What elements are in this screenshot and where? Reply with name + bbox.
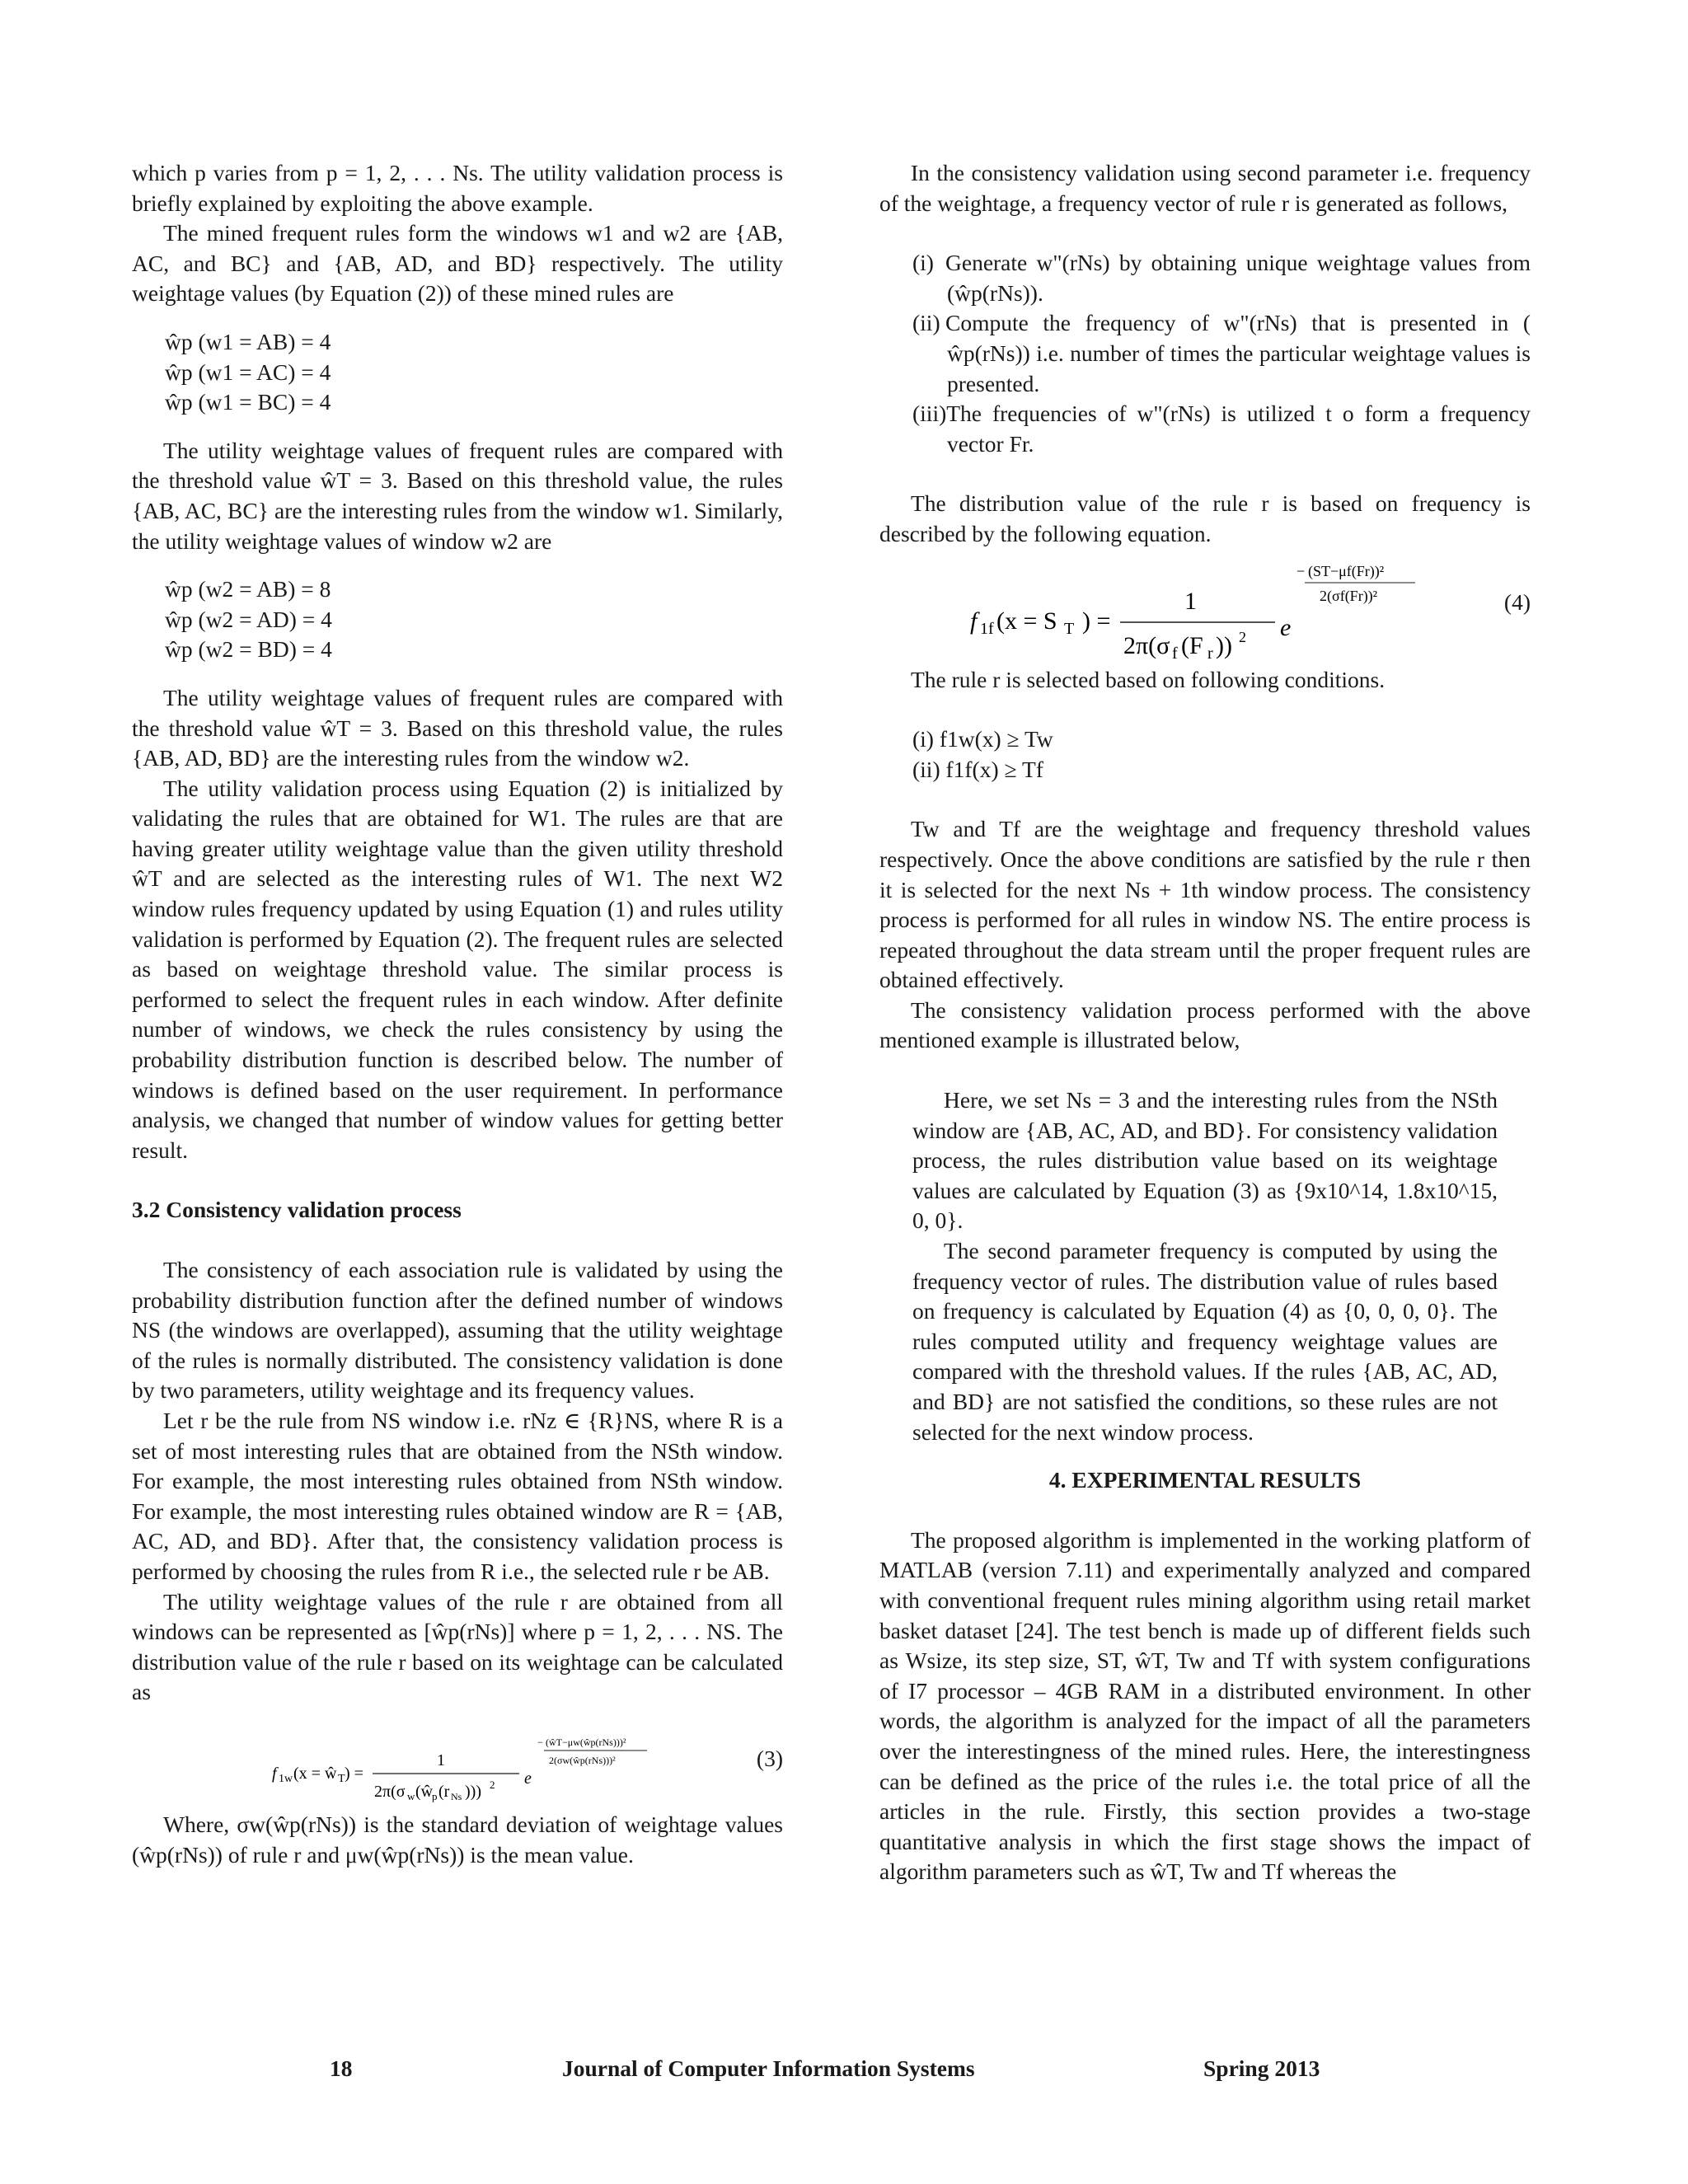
example-block [879, 1085, 1531, 1447]
svg-text:r: r [1207, 644, 1213, 663]
svg-text:(r: (r [438, 1782, 450, 1801]
paragraph: Here, we set Ns = 3 and the interesting rules from the NSth window are {AB, AC, AD, and BD}. For consistency validation process, the rules distribution value based on its weightage values are calculated by Equation (3) as {9x10^14, 1.8x10^15, 0, 0}. [912, 1087, 1498, 1234]
page-number: 18 [330, 2055, 353, 2081]
svg-text:Ns: Ns [451, 1790, 462, 1802]
svg-text:T: T [1064, 619, 1075, 638]
paragraph: The distribution value of the rule r is based on frequency is described by the following equation. [879, 490, 1531, 546]
svg-text:(x = ŵ: (x = ŵ [293, 1764, 337, 1783]
condition-list [879, 724, 1531, 785]
paragraph: The rule r is selected based on following conditions. [911, 666, 1386, 692]
svg-text:f: f [272, 1764, 277, 1783]
equation-4 [879, 550, 1531, 665]
condition-item: (ii) f1f(x) ≥ Tf [912, 756, 1043, 782]
equation-line: ŵp (w2 = AB) = 8 [165, 576, 331, 602]
section-heading: 3.2 Consistency validation process [132, 1197, 462, 1223]
svg-text:p: p [432, 1789, 438, 1802]
svg-text:−: − [1296, 562, 1306, 579]
svg-text:1w: 1w [279, 1772, 293, 1785]
svg-text:(x = S: (x = S [996, 607, 1057, 635]
svg-text:T: T [338, 1772, 345, 1785]
equation-number: (3) [756, 1745, 783, 1771]
equation-line: ŵp (w1 = AB) = 4 [165, 328, 331, 354]
svg-text:1f: 1f [980, 619, 994, 638]
equation-line: ŵp (w1 = BC) = 4 [165, 389, 331, 415]
list-item: (iii)The frequencies of w"(rNs) is utilized t o form a frequency vector Fr. [912, 401, 1531, 457]
equation-3 [132, 1708, 783, 1810]
equation-line: ŵp (w2 = BD) = 4 [165, 636, 332, 663]
svg-text:f: f [1172, 644, 1178, 663]
paragraph: The utility weightage values of frequent rules are compared with the threshold value ŵT = 3. Based on this threshold value, the rules {AB, AC, BC} are the interesting rules from the window w1. Similarly, the utility weightage values of window w2 are [132, 437, 783, 554]
equation-block [132, 574, 783, 665]
paragraph: The mined frequent rules form the windows w1 and w2 are {AB, AC, and BC} and {AB, AD, and BD} respectively. The utility weightage values (by Equation (2)) of these mined rules are [132, 220, 783, 307]
svg-text:(ŵ: (ŵ [415, 1782, 434, 1801]
svg-text:1: 1 [1184, 587, 1197, 615]
svg-text:2(σf(Fr))²: 2(σf(Fr))² [1320, 587, 1378, 604]
equation-number: (4) [1503, 588, 1531, 615]
section-heading: 4. EXPERIMENTAL RESULTS [1048, 1467, 1362, 1493]
svg-text:f: f [970, 607, 978, 635]
paragraph: The proposed algorithm is implemented in the working platform of MATLAB (version 7.11) and experimentally analyzed and compared with conventional frequent rules mining algorithm using retail market basket dataset [24]. The test bench is made up of different fields such as Wsize, its step size, ST, ŵT, Tw and Tf with system configurations of I7 processor – 4GB RAM in a distributed environment. In other words, the algorithm is analyzed for the impact of all the parameters over the interestingness of the mined rules. Here, the interestingness can be defined as the price of the rules i.e. the total price of all the articles in the rule. Firstly, this section provides a two-stage quantitative analysis in which the first stage shows the impact of algorithm parameters such as ŵT, Tw and Tf whereas the [879, 1526, 1531, 1885]
paragraph: Tw and Tf are the weightage and frequency threshold values respectively. Once the above conditions are satisfied by the rule r then it is selected for the next Ns + 1th window process. The consistency process is performed for all rules in window NS. The entire process is repeated throughout the data stream until the proper frequent rules are obtained effectively. [879, 816, 1531, 993]
svg-text:2π(σ: 2π(σ [374, 1782, 406, 1801]
svg-text:−: − [537, 1736, 543, 1748]
paragraph: The consistency of each association rule is validated by using the probability distribution function after the defined number of windows NS (the windows are overlapped), assuming that the utility weightage of the rules is normally distributed. The consistency validation is done by two parameters, utility weightage and its frequency values. [132, 1257, 783, 1404]
svg-text:))): ))) [465, 1782, 481, 1801]
equation-3-graphic [132, 1708, 783, 1810]
equation-line: ŵp (w1 = AC) = 4 [165, 359, 331, 385]
list-item: (i) Generate w"(rNs) by obtaining unique weightage values from (ŵp(rNs)). [912, 250, 1531, 306]
paragraph: Let r be the rule from NS window i.e. rNz ∈ {R}NS, where R is a set of most interesting rules that are obtained from the NSth window. For example, the most interesting rules obtained from NSth window. For example, the most interesting rules obtained window are R = {AB, AC, AD, and BD}. After that, the consistency validation process is performed by choosing the rules from R i.e., the selected rule r be AB. [132, 1407, 783, 1584]
paragraph: In the consistency validation using second parameter i.e. frequency of the weightage, a frequency vector of rule r is generated as follows, [879, 160, 1531, 216]
svg-text:2π(σ: 2π(σ [1123, 631, 1170, 659]
svg-text:e: e [1280, 613, 1292, 641]
equation-4-graphic [879, 550, 1531, 665]
svg-text:e: e [524, 1769, 532, 1788]
condition-item: (i) f1w(x) ≥ Tw [912, 726, 1053, 752]
paragraph: The utility weightage values of frequent rules are compared with the threshold value ŵT = 3. Based on this threshold value, the rules {AB, AD, BD} are the interesting rules from the window w2. [132, 684, 783, 771]
issue-season: Spring 2013 [1203, 2055, 1320, 2081]
paragraph: The utility validation process using Equation (2) is initialized by validating the rules that are obtained for W1. The rules are that are having greater utility weightage value than the given utility threshold ŵT and are selected as the interesting rules of W1. The next W2 window rules frequency updated by using Equation (1) and rules utility validation is performed by Equation (2). The frequent rules are selected as based on weightage threshold value. The similar process is performed to select the frequent rules in each window. After definite number of windows, we check the rules consistency by using the probability distribution function is described below. The number of windows is defined based on the user requirement. In performance analysis, we changed that number of window values for getting better result. [132, 775, 783, 1163]
paragraph: Where, σw(ŵp(rNs)) is the standard deviation of weightage values (ŵp(rNs)) of rule r and μw(ŵp(rNs)) is the mean value. [132, 1811, 783, 1868]
list [879, 248, 1531, 459]
svg-text:)): )) [1216, 631, 1232, 659]
svg-text:(ST−μf(Fr))²: (ST−μf(Fr))² [1308, 562, 1385, 579]
right-column [879, 158, 1531, 1887]
equation-line: ŵp (w2 = AD) = 4 [165, 606, 332, 632]
paragraph: which p varies from p = 1, 2, . . . Ns. The utility validation process is briefly explained by exploiting the above example. [132, 160, 783, 216]
paragraph: The utility weightage values of the rule r are obtained from all windows can be represented as [ŵp(rNs)] where p = 1, 2, . . . NS. The distribution value of the rule r based on its weightage can be calculated as [132, 1588, 783, 1705]
svg-text:2: 2 [490, 1778, 495, 1791]
svg-text:1: 1 [437, 1750, 445, 1769]
journal-name: Journal of Computer Information Systems [562, 2055, 975, 2081]
list-item: (ii) Compute the frequency of w"(rNs) that is presented in ( ŵp(rNs)) i.e. number of times the particular weightage values is presented. [912, 310, 1531, 396]
svg-text:2(σw(ŵp(rNs)))²: 2(σw(ŵp(rNs)))² [549, 1754, 616, 1766]
svg-text:(ŵT−μw(ŵp(rNs)))²: (ŵT−μw(ŵp(rNs)))² [546, 1736, 626, 1748]
svg-text:) =: ) = [1082, 607, 1111, 635]
left-column [132, 158, 783, 1870]
svg-text:2: 2 [1239, 628, 1246, 645]
svg-text:w: w [407, 1789, 415, 1802]
svg-text:) =: ) = [345, 1764, 363, 1783]
svg-text:(F: (F [1181, 631, 1203, 659]
equation-block [132, 327, 783, 418]
paragraph: The second parameter frequency is computed by using the frequency vector of rules. The distribution value of rules based on frequency is calculated by Equation (4) as {0, 0, 0, 0}. The rules computed utility and frequency weightage values are compared with the threshold values. If the rules {AB, AC, AD, and BD} are not satisfied the conditions, so these rules are not selected for the next window process. [912, 1238, 1498, 1445]
paragraph: The consistency validation process performed with the above mentioned example is illustrated below, [879, 996, 1531, 1053]
